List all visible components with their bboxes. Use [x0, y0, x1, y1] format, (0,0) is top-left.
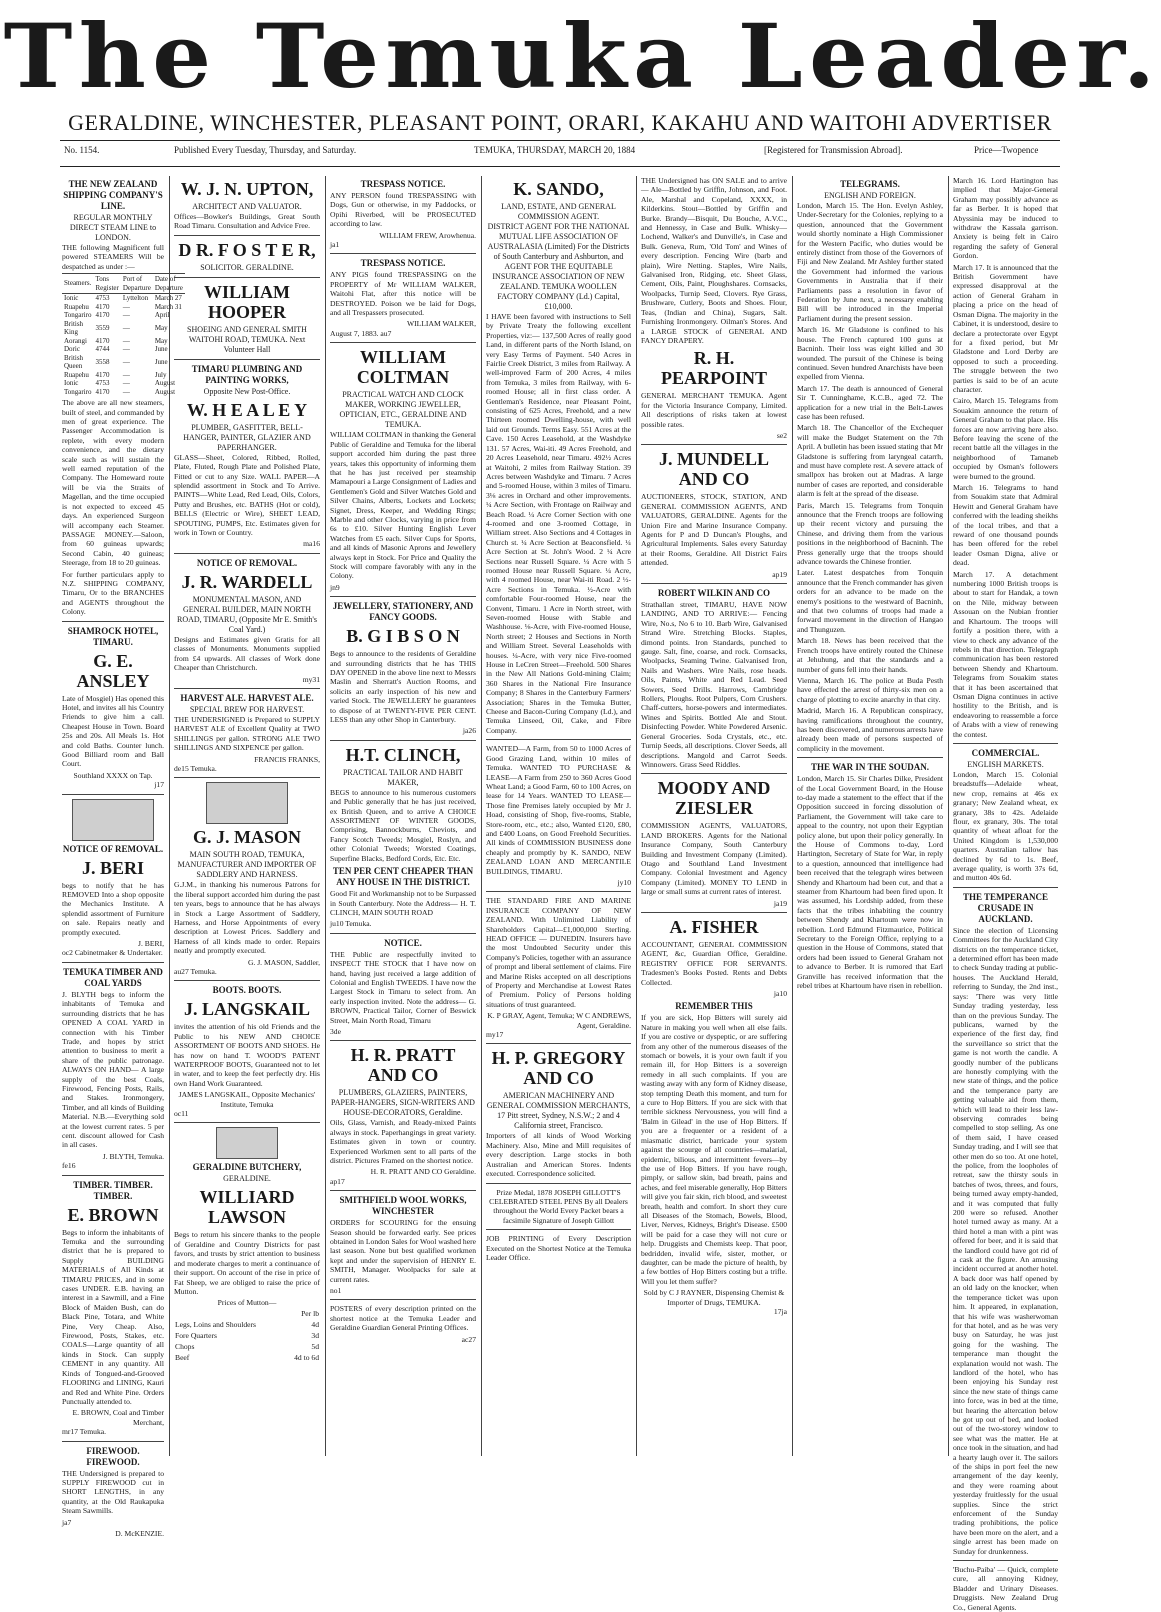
price-value: 4d	[311, 1319, 319, 1329]
table-row	[174, 1330, 320, 1341]
divider	[174, 553, 320, 554]
trespass-2-sign: WILLIAM WALKER,	[406, 319, 476, 329]
table-row	[174, 1352, 320, 1363]
commercial-heading: COMMERCIAL.	[971, 747, 1040, 758]
telegram-item: Later. Latest despatches from Tonquin announce that the French commander has given orders for an advance to be made on the enemy's positions to the westward of Bacninh, and that two columns of troops had made a forward movement in the direction of Hangao and Thunguzen.	[797, 568, 943, 634]
header-rule-bottom	[60, 166, 1060, 167]
registration-note: [Registered for Transmission Abroad].	[764, 145, 903, 155]
trespass-2-body: ANY PIGS found TRESPASSING on the PROPERTY of Mr WILLIAM WALKER, Waitohi Flat, after this notice will be DESTROYED. Poison we be laid for Dogs, and all Trespassers prosecuted.	[330, 270, 476, 318]
trespass-1-sign: WILLIAM FREW, Arowhenua.	[379, 230, 476, 240]
clinch-name: H.T. CLINCH,	[345, 744, 461, 765]
standard-body: THE STANDARD FIRE AND MARINE INSURANCE COMPANY OF NEW ZEALAND. With Unlimited Liability of Shareholders Capital—£1,000,000 Sterling. HEAD OFFICE — DUNEDIN. Insurers have the most Undoubted Security under this Company's Policies, together with an assurance of prompt and liberal settlement of claims. Fire and Marine Risks accepted on all descriptions of Property and Merchandise at Lowest Rates of Premium. Policy of Persons holding situations of trust guaranteed.	[486, 896, 631, 1009]
table-row	[62, 388, 185, 397]
moody-body: COMMISSION AGENTS, VALUATORS, LAND BROKERS. Agents for the National Insurance Company, South Canterbury Building and Investment Company (Limited). Otago and Southland Land Investment Company. Colonial Investment and Agency Company (Limited). MONEY TO LEND in large or small sums at current rates of interest.	[641, 821, 787, 897]
pratt-code: ap17	[330, 1176, 345, 1186]
telegram-item: March 17. It is announced that the British Government have expressed disapproval at the action of General Graham in placing a price on the head of Osman Digna. The majority in the Cabinet, it is understood, desire to declare a protectorate over Egypt for a fixed period, but Mr Gladstone and Lord Derby are opposed to such a proceeding. The struggle between the two parties is said to be of an acute character.	[953, 262, 1058, 394]
gregory-sub: AMERICAN MACHINERY AND GENERAL COMMISSION MERCHANTS, 17 Pitt street, Sydney, N.S.W.; 2 and 4 California street, Francisco.	[486, 1091, 631, 1131]
steamer-tons: 3558	[95, 357, 110, 366]
trespass-1-heading: TRESPASS NOTICE.	[360, 179, 446, 189]
price-item: Beef	[175, 1352, 190, 1362]
divider	[953, 743, 1058, 744]
table-header: Port of Departure	[122, 275, 151, 292]
notice-heading: NOTICE.	[384, 937, 422, 948]
divider	[486, 1183, 631, 1184]
price-value: 5d	[311, 1341, 319, 1351]
langskail-code: oc11	[174, 1109, 189, 1119]
brown-name: E. BROWN	[67, 1204, 159, 1225]
clinch-sub: PRACTICAL TAILOR AND HABIT MAKER,	[342, 767, 464, 787]
issue-info-bar	[64, 145, 1054, 161]
column-rule	[325, 176, 326, 1456]
wardell-body: Designs and Estimates given Gratis for all classes of Monuments. Monuments supplied from £4 upwards. All classes of Work done Cheaper than Christchurch.	[174, 634, 320, 673]
lawson-name: WILLIARD LAWSON	[199, 1187, 295, 1228]
wool-heading: SMITHFIELD WOOL WORKS, WINCHESTER	[339, 1195, 467, 1217]
divider	[330, 342, 476, 343]
steamer-date: August	[154, 387, 176, 396]
fisher-code: ja10	[773, 989, 787, 998]
steamer-tons: 4170	[95, 370, 110, 379]
firewood-heading: FIREWOOD. FIREWOOD.	[86, 1445, 140, 1467]
divider	[62, 794, 164, 795]
table-row	[174, 1319, 320, 1330]
upton-body: Offices—Bowker's Buildings, Great South Road Timaru. Consultation and Advice Free.	[174, 212, 320, 231]
removal-body: begs to notify that he has REMOVED Into a shop opposite the Mechanics Institute. A splendid assortment of Furniture on sale. Repairs neatly and promptly executed.	[62, 880, 164, 937]
table-row	[62, 320, 185, 337]
gibson-code: ja26	[462, 726, 476, 736]
removal-code: oc2 Cabinetmaker & Undertaker.	[62, 948, 163, 958]
divider	[174, 688, 320, 689]
sando-sub: LAND, ESTATE, AND GENERAL COMMISSION AGENT.	[501, 202, 616, 221]
shipping-body: The above are all new steamers, built of steel, and commanded by men of great experience. The Passenger Accommodation is replete, with every modern convenience, and the dietary scale such as will sustain the well earned reputation of the Company. The Homeward route will be via the Straits of Magellan, and the time occupied is not expected to exceed 45 days. An experienced Surgeon will accompany each Steamer. PASSAGE MONEY.—Saloon, from 60 guineas upwards; Second Cabin, 40 guineas; Steerage, from 18 to 20 guineas.	[62, 398, 164, 568]
mason-sign: G. J. MASON, Saddler,	[247, 957, 320, 967]
issue-number: No. 1154.	[64, 145, 100, 155]
firewood-body: THE Undersigned is prepared to SUPPLY FIREWOOD cut in SHORT LENGTHS, in any quantity, at the Old Raukapuka Steam Sawmills.	[62, 1468, 164, 1516]
pearpoint-name: R. H. PEARPOINT	[660, 348, 767, 389]
butchery-sub: GERALDINE.	[223, 1174, 271, 1184]
coltman-code: jn9	[330, 582, 340, 592]
trespass-2-code: August 7, 1883. au7	[330, 328, 392, 338]
divider	[641, 773, 787, 774]
divider	[797, 757, 943, 758]
price-value: 3d	[311, 1330, 319, 1340]
divider	[174, 277, 320, 278]
steamer-date: March 27	[154, 294, 182, 303]
boots-heading: BOOTS. BOOTS.	[212, 985, 282, 996]
table-row	[62, 379, 185, 388]
mason-code: au27 Temuka.	[174, 967, 217, 976]
harvest-heading: HARVEST ALE. HARVEST ALE.	[180, 692, 314, 703]
mason-name: G. J. MASON	[193, 827, 301, 848]
moody-name: MOODY AND ZIESLER	[657, 778, 771, 819]
telegram-item: Madrid, March 16. A Republican conspiracy, having ramifications throughout the country, has been discovered, and numerous arrests have already been made of persons suspected of complicity in the movement.	[797, 706, 943, 753]
yards-heading: TEMUKA TIMBER AND COAL YARDS	[63, 966, 163, 988]
soudan-body: London, March 15. Sir Charles Dilke, President of the Local Government Board, in the House to-day made a statement to the effect that if the Opposition succeed in forcing dissolution of Parliament, the Government will take care to appeal to the country, not upon their Egyptian policy alone, but upon their policy generally. In the House of Commons to-day, Lord Hartington, Secretary of State for War, in reply to a question, announced that intelligence had been received that the telegraph wires between Shendy and Khartoum had been cut, and that a steamer from Khartoum had been fired upon. It was assumed, his Lordship added, from these facts that the tribes inhabiting the country between Shendy and Khartoum were now in rebellion. Lord Edmund Fitzmaurice, Political Secretary to the Foreign Office, replying to a question in the House of Commons, stated that orders had been issued to General Graham not to advance to Berber. It is rumored that Earl Granville has received information that the rebel tribes at Khartoum have risen in rebellion.	[797, 774, 943, 991]
gregory-body: Importers of all kinds of Wood Working Machinery. Also, Mine and Mill requisites of every description. Large stocks in both Australian and American Stores. Indents executed. Correspondence solicited.	[486, 1131, 631, 1179]
shipping-intro: THE following Magnificent full powered STEAMERS Will be despatched as under :—	[62, 243, 164, 271]
column-4	[486, 176, 631, 1456]
divider	[174, 235, 320, 236]
column-7	[953, 176, 1058, 1612]
harvest-sign: FRANCIS FRANKS,	[254, 754, 320, 764]
steamer-name: Doric	[64, 345, 80, 354]
steamer-tons: 4753	[95, 294, 110, 303]
temperance-body: Since the election of Licensing Committees for the Auckland City districts on the temperance ticket, a determined effort has been made to check Sunday trading at public-houses. The Auckland Herald, referring to Sunday, the 2nd inst., says: 'There was very little Sunday trading yesterday, less than on the previous Sunday. The publicans, warned by the experience of the first day, find the surveillance so strict that the game is not worth the candle. A goodly number of the publicans are honestly complying with the new state of things, and the police and the temperance party are getting valuable aid from them, which will lead to their less law-observing comrades being compelled to stop selling. As one of them said, I have ceased Sunday trading, and I will see that other men do so too. At one hotel, the police, from the loopholes of retreat, saw the thirsty souls in batches of twos, threes, and fours, being turned away empty-handed, and it was computed that fully 200 were so refused. Another hotel turned away as many. At a third hotel a man with a pint was offered for beer, and it is said that the landlord could have got rid of a cask at the figure. An amusing incident occurred at another hotel. A back door was half opened by an old lady on the knocker, when the temperance ticket was upon him. It appeared, in explanation, that his wife was washerwoman for that hotel, and as he was very busy on Saturday, he was just going for the washing. The temperance man thought the explanation would not wash. The landlord of the hotel, who has been enjoying his Sunday rest since the new state of things came into force, was in bed at the time, but hearing the altercation below he got up out of bed, and looked out of the two-storey window to see what was the matter. He at once took in the situation, and had a hearty laugh over it. The sailors of the ships in port feel the new arrangement of the day keenly, and they were roaming about yesterday fruitlessly for the usual supplies. Since the strict enforcement of the Sunday trading prohibitions, the police have been more on the alert, and a single arrest has been made on Sunday for drunkenness.	[953, 925, 1058, 1556]
gibson-body: Begs to announce to the residents of Geraldine and surrounding districts that he has THIS DAY OPENED in the above line next to Messrs Maslin and Sherratt's Auction Rooms, and solicits an early inspection of his new and varied Stock. The JEWELLERY he guarantees to dispose of at TWENTY-FIVE PER CENT. LESS than any other Shop in Canterbury.	[330, 649, 476, 725]
steamer-port: —	[122, 345, 130, 354]
coltman-name: WILLIAM COLTMAN	[356, 347, 450, 388]
steamer-port: —	[122, 370, 130, 379]
shipping-heading: THE NEW ZEALAND SHIPPING COMPANY'S LINE.	[63, 179, 163, 211]
table-row	[174, 1341, 320, 1352]
shipping-subheading: REGULAR MONTHLY DIRECT STEAM LINE to LONDON.	[69, 213, 157, 242]
hop-sign: Sold by C J RAYNER, Dispensing Chemist & Importer of Drugs, TEMUKA.	[643, 1288, 785, 1307]
foster-sub: SOLICITOR. GERALDINE.	[200, 262, 294, 272]
soudan-heading: THE WAR IN THE SOUDAN.	[811, 762, 929, 773]
gibson-name: B. G I B S O N	[346, 626, 460, 647]
telegram-item: March 16. Lord Hartington has implied that Major-General Graham may possibly advance as far as Berber. It is hoped that Abyssinia may be induced to withdraw the Kassala garrison. Anxiety is being felt in Cairo regarding the safety of General Gordon.	[953, 176, 1058, 261]
shipping-contact: For further particulars apply to N.Z. SHIPPING COMPANY, Timaru, Or to the BRANCHES and AGENTS throughout the Colony.	[62, 569, 164, 617]
divider	[330, 253, 476, 254]
wardell-sub: MONUMENTAL MASON, AND GENERAL BUILDER, MAIN NORTH ROAD, TIMARU, (Opposite Mr E. Smith's Coal Yard.)	[177, 594, 317, 634]
wardell-notice: NOTICE OF REMOVAL.	[196, 557, 298, 568]
gregory-name: H. P. GREGORY AND CO	[491, 1048, 626, 1089]
steamer-date: June	[154, 345, 168, 354]
steamer-name: Tongariro	[64, 387, 92, 396]
gillott-ad: Prize Medal, 1878 JOSEPH GILLOTT'S CELEBRATED STEEL PENS By all Dealers throughout the World Every Packet bears a facsimile Signature of Joseph Gillott	[489, 1187, 628, 1225]
divider	[174, 980, 320, 981]
wardell-name: J. R. WARDELL	[181, 571, 313, 592]
harvest-sub: SPECIAL BREW FOR HARVEST.	[189, 704, 305, 714]
wilkin-name: ROBERT WILKIN AND CO	[657, 588, 771, 598]
upton-name: W. J. N. UPTON,	[180, 179, 314, 199]
plumbing-heading: TIMARU PLUMBING AND PAINTING WORKS,	[191, 363, 303, 385]
posters-body: POSTERS of every description printed on the shortest notice at the Temuka Leader and Geraldine Guardian General Printing Offices.	[330, 1304, 476, 1333]
steamer-name: Ionic	[64, 379, 79, 388]
clinch-offer: TEN PER CENT CHEAPER THAN ANY HOUSE IN THE DISTRICT.	[332, 866, 474, 888]
removal-heading: NOTICE OF REMOVAL.	[62, 843, 164, 854]
divider	[62, 962, 164, 963]
price-item: Fore Quarters	[175, 1330, 217, 1340]
mutton-price-heading: Prices of Mutton—	[217, 1298, 277, 1308]
table-row	[62, 294, 185, 303]
sale-body: THE Undersigned has ON SALE and to arrive— Ale—Bottled by Griffin, Johnson, and Foot. Ale, Marshal and Copeland, XXXX, in Kilderkins. Stout—Bottled by Griffin and Burke. Brandy—Bisquit, Du Bouche, A.V.C., and Hennessy, in Case and Bulk. Whisky—Lochend, Walker's and Dunville's, in Case and Bulk. Geneva, Rum, 'Old Tom' and Wines of every description. Fencing Wire (barb and plain), Wire Netting. Staples, Wire Nails, Galvanised Iron, Ridging, etc. Sheet Glass, Cement, Oils, Paint, Ploughshares. Cornsacks, Woolpacks, Turnip Seed, Clovers. Rye Grass, Brushware, Cutlery, Boots and Shoes. Flour, Teas, (Indian and China), Sugars, Salt. Furnishing Ironmongery. Oilman's Stores. And a LARGE STOCK of GENERAL AND FANCY DRAPERY.	[641, 176, 787, 345]
healey-code: ma16	[303, 539, 320, 549]
price-unit: Per lb	[301, 1308, 319, 1318]
harvest-body: THE UNDERSIGNED is Prepared to SUPPLY HARVEST ALE of Excellent Quality at TWO SHILLINGS per gallon. STRONG ALE TWO SHILLINGS AND SIXPENCE per gallon.	[174, 714, 320, 753]
divider	[953, 887, 1058, 888]
telegram-item: March 18. News has been received that the French troops have entirely routed the Chinese at Jehuhung, and that the standards and a number of guns fell into their hands.	[797, 636, 943, 674]
temperance-heading: THE TEMPERANCE CRUSADE IN AUCKLAND.	[962, 891, 1049, 924]
column-3	[330, 176, 476, 1456]
telegram-item: Cairo, March 15. Telegrams from Souakim announce the return of General Graham to that place. His forces are now arriving here also. Before leaving the scene of the recent battle all the villages in the neighborhood of Tamaneb occupied by Osman's followers were burned to the ground.	[953, 396, 1058, 481]
steamer-port: —	[122, 311, 130, 320]
hotel-tap: Southland XXXX on Tap.	[73, 770, 153, 780]
healey-body: GLASS—Sheet, Colored, Ribbed, Rolled, Plate, Fluted, Rough Plate and Polished Plate, Fitted or cut to any Size. WALL PAPER—A splendid assortment in Stock and To Arrive. PAINTS—White Lead, Red Lead, Oils, Colors, Putty and Brushes, etc. BATHS (Hot or cold), BELLS (Electric or Wire), SHEET LEAD, SPOUTING, PUMPS, Etc. Estimates given for work in Town or Country.	[174, 452, 320, 538]
wilkin-body: Strathallan street, TIMARU, HAVE NOW LANDING, AND TO ARRIVE:— Fencing Wire, No.s, No 6 to 10. Barb Wire, Galvanised Strand Wire. Stretching Blocks. Staples, dimond points. Iron Standards, punched to gauge. Salt, fine, coarse, and rock. Cornsacks, Woolpacks, Seaming Twine. Galvanised Iron, Nails and Washers. Wire Nails, rose heads. Oils, Paints, White and Red Lead. Seed Sowers, Seed Drills. Harrows, Cambridge Rollers, Ploughs. Root Pulpers, Corn Crushers. Chaff-cutters, horse-powers and intermediates. Wines and Spirits. Bottled Ale and Stout. Disinfecting Powder. White Powdered Arsenic. General Groceries. Soda Crystals, etc., etc. Turnip Seeds, all descriptions. Clover Seeds, all descriptions. Mangold and Carrot Seeds. Winnowers. Grass Seed Riddles.	[641, 600, 787, 769]
steamer-port: —	[122, 379, 130, 388]
steamer-date: July	[154, 370, 167, 379]
divider	[486, 1229, 631, 1230]
header-rule-top	[60, 140, 1060, 141]
coltman-sub: PRACTICAL WATCH AND CLOCK MAKER, WORKING JEWELLER, OPTICIAN, ETC., GERALDINE AND TEMUKA.	[339, 390, 467, 430]
divider	[486, 891, 631, 892]
divider	[330, 1299, 476, 1300]
steamer-port: —	[122, 323, 130, 332]
publication-days: Published Every Tuesday, Thursday, and Saturday.	[174, 145, 357, 155]
notice-code: 3de	[330, 1026, 341, 1036]
pratt-name: H. R. PRATT AND CO	[350, 1045, 456, 1086]
hop-body: If you are sick, Hop Bitters will surely aid Nature in making you well when all else fails. If you are costive or dyspeptic, or are suffering from any other of the numerous diseases of the stomach or bowels, it is your own fault if you remain ill, for Hop Bitters is a sovereign remedy in all such complaints. If you are wasting away with any form of Kidney disease, stop tempting Death this moment, and turn for a cure to Hop Bitters. If you are sick with that terrible sickness Nervousness, you will find a 'Balm in Gilead' in the use of Hop Bitters. If you are a frequenter or a resident of a miasmatic district, barricade your system against the scourge of all countries—malarial, epidemic, bilious, and intermittent fevers—by the use of Hop Bitters. If you have rough, pimply, or sallow skin, bad breath, pains and aches, and feel miserable generally, Hop Bitters will give you fair skin, rich blood, and sweetest breath, health and comfort. In short they cure all Diseases of the Stomach, Bowels, Blood, Liver, Nerves, Kidneys, Bright's Disease. £500 will be paid for a case they will not cure or help. Druggists and Chemists keep. That poor, bedridden, invalid wife, sister, mother, or daughter, can be made the picture of health, by a few bottles of Hop Bitters costing but a trifle. Will you let them suffer?	[641, 1013, 787, 1286]
masthead	[3, 4, 1161, 108]
steamer-tons: 4744	[95, 345, 110, 354]
divider	[174, 359, 320, 360]
hotel-proprietor: G. E. ANSLEY	[76, 650, 150, 691]
steamer-port: —	[122, 387, 130, 396]
mundell-name: J. MUNDELL AND CO	[658, 449, 769, 490]
telegram-item: London, March 15. The Hon. Evelyn Ashley, Under-Secretary for the Colonies, replying to a question, announced that the Government would shortly nominate a High Commissioner for the Western Pacific, who duties would be entirely distinct from those of the Governors of Fiji and New Zealand. Mr Ashley further stated the Government had informed the various Governments in Australia that if their Parliaments pass a resolution in favor of Federation by June next, a necessary enabling Bill will be introduced in the Imperial Parliament during the present session.	[797, 201, 943, 323]
divider	[174, 1122, 320, 1123]
pearpoint-body: GENERAL MERCHANT TEMUKA. Agent for the Victoria Insurance Company, Limited. All descriptions of risks taken at lowest possible rates.	[641, 391, 787, 429]
posters-code: ac27	[461, 1334, 476, 1344]
mason-sub: MAIN SOUTH ROAD, TEMUKA, MANUFACTURER AND IMPORTER OF SADDLERY AND HARNESS.	[177, 850, 317, 880]
steamer-port: —	[122, 357, 130, 366]
trespass-2-heading: TRESPASS NOTICE.	[360, 258, 446, 269]
timber-heading: TIMBER. TIMBER. TIMBER.	[73, 1179, 153, 1201]
clinch-body-2: Good Fit and Workmanship not to be Surpassed in South Canterbury. Note the Address— H. T. CLINCH, MAIN SOUTH ROAD	[330, 889, 476, 917]
divider	[330, 596, 476, 597]
steamer-name: Aorangi	[64, 336, 87, 345]
coltman-body: WILLIAM COLTMAN in thanking the General Public of Geraldine and Temuka for the liberal support accorded him during the past three years, takes this opportunity of informing them that he has just received per steamship Mamapouri a Large Consignment of Ladies and Gentlemen's Gold and Silver Watches Gold and Silver Chains, Alberts, Lockets and Lockets; Signet, Dress, Keeper, and Wedding Rings; Marble and other Clocks, varying in price from 6s to £10. Silver Hunting English Lever Watches from £5 each. Silver Cups for Sports, and all kinds of Masonic Aprons and Jewellery always kept in Stock. For Price and Quality the Stock will compare favorably with any in the Colony.	[330, 430, 476, 581]
telegram-item: March 18. The Chancellor of the Exchequer will make the Budget Statement on the 7th April. A bulletin has been issued stating that Mr Gladstone is suffering from laryngeal catarrh, and must have complete rest. A severe attack of smallpox has broken out at Madras. A large number of cases are reported, and considerable alarm is felt at the spread of the disease.	[797, 423, 943, 499]
fisher-name: A. FISHER	[669, 916, 759, 937]
steamer-port: Lyttelton	[122, 294, 149, 303]
telegrams-heading: TELEGRAMS.	[840, 179, 900, 189]
langskail-sign: JAMES LANGSKAIL, Opposite Mechanics' Institute, Temuka	[178, 1090, 316, 1109]
brown-code: mr17 Temuka.	[62, 1427, 107, 1437]
steamer-name: British Queen	[64, 353, 84, 371]
hop-heading: REMEMBER THIS	[675, 1001, 753, 1012]
hop-code: 17ja	[773, 1307, 787, 1316]
sando-body: I HAVE been favored with instructions to Sell by Private Treaty the following excellent Properties, viz:— 137,500 Acres of really good Land, in different parts of the North Island, on very Easy Terms of Payment. 540 Acres in Fairlie Creek District, 3 miles from Railway. A well-improved Farm of 200 Acres, 4 miles from Temuka, 3 miles from Railway, with 6-roomed House; all in first class order. A Gentleman's Residence, near Pleasant Point, consisting of 625 Acres, Freehold, and a new Thirteen roomed Dwelling-house, with well laid out Grounds. Terms Easy. 551 Acres at the Cave. 150 Acres Leasehold, at the Washdyke 131. 57 Acres, Wai-iti. 49 Acres Freehold, and 20 Acres Leasehold, near Timaru. 492½ Acres at Waitohi, 2 miles from Railway Station. 39 Acres between Washdyke and Timaru. 7 Acres and 5-roomed House, within 3 miles of Timaru. 3⅛ acres in Orchard and other improvements. ¼ Acre Section, with Frontage on Railway and Beach Road. ¼ Acre Corner Section with one 4-roomed and one 3-roomed Cottage, in William street. Also Sections and 4 Cottages in Church st. ¼ Acre Section at Beaconsfield. ¼ Acre Section at St. John's Wood. 2 ¼ Acre Sections near Russell Square. ¼ Acre with 5 roomed House near Russell Square. ¼ Acre, with 4 roomed House, near Wai-iti Road. 2 ½-Acre Sections in Temuka. ½-Acre with comfortable Four-roomed House, near the Convent, Timaru. 1 Acre in North street, with Seven-roomed House with Stable and Washhouse. ⅛-Acre, with Five-roomed House, North street; 2 Houses and Sections in North and William Street. Several Leaseholds with houses. ¼-Acre, with very nice Five-roomed House in LeCren Street—Freehold. 500 Shares in the New All Nations Gold-mining Claim; 360 Shares in the National Fire Insurance Company; 8 Shares in the Canterbury Farmers' Association; Shares in the Temuka Butter, Cheese and Bacon-Curing Company (Ld.), and Temuka Linseed, Oil, Cake, and Fibre Company.	[486, 312, 631, 735]
steamer-name: Ionic	[64, 294, 79, 303]
fisher-body: ACCOUNTANT, GENERAL COMMISSION AGENT, &c, Guardian Office, Geraldine. REGISTRY OFFICE FOR SERVANTS. Tradesmen's Books Posted. Rents and Debts Collected.	[641, 939, 787, 987]
firewood-sign: D. McKENZIE.	[115, 1528, 164, 1538]
telegram-item: March 17. A detachment numbering 1000 British troops is about to start for Handak, a town on the Nile, midway between Assouan on the Nubian frontier and Khartoum. The troops will fortify a position there, with a view to check any advance of the rebels in that direction. Telegraph communication has been restored between Shendy and Khartoum. Telegrams from Souakim states that it has been ascertained that Osman Digna continues in active hostility to the British, and is endeavoring to reassemble a force of Arabs with a view of renewing the contest.	[953, 569, 1058, 739]
divider	[330, 933, 476, 934]
wardell-code: my31	[302, 674, 320, 684]
wool-code: no1	[330, 1286, 342, 1296]
langskail-body: invites the attention of his old Friends and the Public to his NEW AND CHOICE ASSORTMENT OF BOOTS AND SHOES. He has now on hand T. WOOD'S PATENT WATERPROOF BOOTS, Guaranteed not to let in water, and to keep the feet perfectly dry. His own Hand Work Guaranteed.	[174, 1022, 320, 1088]
wanted-code: jy10	[617, 877, 631, 887]
telegram-item: March 16. Mr Gladstone is confined to his house. The French captured 100 guns at Bacninh. Their loss was eight killed and 30 wounded. The pursuit of the Chinese is being continued. Seven hundred Anarchists have been expelled from Vienna.	[797, 325, 943, 382]
removal-sign: J. BERI,	[138, 939, 164, 949]
horse-illustration	[206, 782, 288, 824]
table-row	[62, 354, 185, 371]
table-header: Tons Register	[95, 275, 119, 292]
column-rule	[636, 176, 637, 1456]
standard-sign: K. P GRAY, Agent, Temuka; W C ANDREWS, Agent, Geraldine.	[487, 1011, 631, 1030]
job-printing-ad: JOB PRINTING of Every Description Executed on the Shortest Notice at the Temuka Leader Office.	[486, 1234, 631, 1262]
pratt-sub: PLUMBERS, GLAZIERS, PAINTERS, PAPER-HANGERS, SIGN-WRITERS AND HOUSE-DECORATORS, Geraldine.	[331, 1088, 475, 1118]
divider	[174, 777, 320, 778]
bull-illustration	[216, 1127, 278, 1159]
table-row	[62, 371, 185, 380]
moody-code: ja19	[773, 898, 787, 908]
steamer-tons: 4170	[95, 302, 110, 311]
sando-name: K. SANDO,	[513, 179, 604, 199]
steamer-tons: 4170	[95, 336, 110, 345]
yards-code: fe16	[62, 1161, 76, 1171]
buchu-ad: 'Buchu-Paiba' — Quick, complete cure, all annoying Kidney, Bladder and Urinary Diseases. Druggists. New Zealand Drug Co., General Agents.	[953, 1565, 1058, 1612]
jewellery-heading: JEWELLERY, STATIONERY, AND FANCY GOODS.	[332, 601, 474, 623]
hotel-body: Late of Mosgiel) Has opened this Hotel, and invites all his Country Friends to give him a call. Cheapest House in Town. Board 25s and 20s. All Meals 1s. Hot and cold Baths. Counter lunch. Good Billiard room and Ball Court.	[62, 693, 164, 769]
clinch-code: ju10 Temuka.	[330, 919, 372, 929]
steamer-date: August	[154, 379, 176, 388]
steamer-port: —	[122, 302, 130, 311]
steamer-tons: 4170	[95, 311, 110, 320]
table-row	[62, 303, 185, 312]
divider	[953, 1560, 1058, 1561]
table-row	[62, 311, 185, 320]
column-6	[797, 176, 943, 1456]
pratt-body: Oils, Glass, Varnish, and Ready-mixed Paints always in stock. Paperhangings in great variety. Estimates given in town or country. Experienced Workmen sent to all parts of the district. Pictures Framed on the shortest notice.	[330, 1118, 476, 1165]
mason-body: G.J.M., in thanking his numerous Patrons for the liberal support accorded him during the past ten years, begs to announce that he has always in Stock a Large Assortment of Saddlery, Harness, and Horse Appointments of every description at Lowest Prices. Saddlery and Harness of all kinds made to order. Repairs neatly and promptly executed.	[174, 880, 320, 956]
column-rule	[948, 176, 949, 1456]
column-rule	[481, 176, 482, 1456]
commercial-sub: ENGLISH MARKETS.	[967, 759, 1044, 769]
healey-sub: PLUMBER, GASFITTER, BELL-HANGER, PAINTER, GLAZIER AND PAPERHANGER.	[183, 422, 311, 452]
telegram-item: March 17. The death is announced of General Sir T. Cunninghame, K.C.B., aged 72. The application for a new trial in the Belt-Lawes case has been refused.	[797, 383, 943, 421]
lawson-body: Begs to return his sincere thanks to the people of Geraldine and Country Districts for past favors, and trusts by strict attention to business and moderate charges to merit a continuance of their support. On account of the rise in price of Fat Sheep, we are obliged to raise the price of Mutton.	[174, 1230, 320, 1296]
divider	[62, 1441, 164, 1442]
telegram-item: March 16. Telegrams to hand from Souakim state that Admiral Hewitt and General Graham have conferred with the leading sheikhs of the local tribes, and that a reward of one thousand pounds has been offered for the rebel leader Osman Digna, alive or dead.	[953, 483, 1058, 568]
steamer-name: Tongariro	[64, 311, 92, 320]
foster-name: D R. F O S T E R,	[178, 239, 316, 260]
brown-sign: E. BROWN, Coal and Timber Merchant,	[72, 1408, 164, 1427]
newspaper-subtitle: GERALDINE, WINCHESTER, PLEASANT POINT, ORARI, KAKAHU AND WAITOHI ADVERTISER	[68, 110, 1052, 135]
price-value: 4d to 6d	[294, 1352, 319, 1362]
trespass-1-body: ANY PERSON found TRESPASSING with Dogs, Gun or otherwise, in my Paddocks, or Opihi Riverbed, will be PROSECUTED according to law.	[330, 191, 476, 229]
telegram-item: Paris, March 15. Telegrams from Tonquin announce that the French troops are following up their recent victory and pursuing the Chinese, and driving them from the various positions in the neighborhood of Bacninh. The Press generally urge that the troops should advance towards the Chinese frontier.	[797, 500, 943, 567]
harvest-code: de15 Temuka.	[174, 763, 217, 773]
dateline: TEMUKA, THURSDAY, MARCH 20, 1884	[474, 145, 636, 155]
price-item: Chops	[175, 1341, 195, 1351]
telegrams-sub: ENGLISH AND FOREIGN.	[824, 191, 916, 200]
newspaper-title: The Temuka Leader.	[3, 4, 1161, 108]
healey-name: W. H E A L E Y	[186, 399, 308, 420]
removal-name: J. BERI	[81, 857, 144, 878]
sando-agent: DISTRICT AGENT FOR THE NATIONAL MUTUAL LIFE ASSOCIATION OF AUSTRALASIA (Limited) For the Districts of South Canterbury and Ashburton, and AGENT FOR THE EQUITABLE INSURANCE ASSOCIATION OF NEW ZEALAND. TEMUKA WOOLLEN FACTORY COMPANY (Ld.) Capital, £10,000.	[487, 222, 630, 311]
steamer-date: May	[154, 336, 168, 345]
pearpoint-code: se2	[776, 430, 787, 440]
wanted-body: WANTED—A Farm, from 50 to 1000 Acres of Good Grazing Land, within 10 miles of Temuka. WANTED TO PURCHASE & LEASE—A Farm from 250 to 360 Acres Good Wheat Land; a Good Farm, 60 to 100 Acres, on lease for 14 Years. WANTED TO LEASE—Those fine Premises lately occupied by Mr J. Hoad, consisting of Shop, five-rooms, Stable, Store-room, etc., etc.; also, Wanted £120, £80, and £400 Loans, on Good Freehold Securities. All kinds of COMMISSION BUSINESS done cheaply and promptly by K. SANDO, NEW ZEALAND LOAN AND MERCANTILE BUILDINGS, TIMARU.	[486, 744, 631, 876]
divider	[330, 1190, 476, 1191]
column-rule	[792, 176, 793, 1456]
mundell-body: AUCTIONEERS, STOCK, STATION, AND GENERAL COMMISSION AGENTS, AND VALUATORS, GERALDINE. Agents for the Union Fire and Marine Insurance Company. Agents for P and D Duncan's Ploughs, and Agricultural Implements. Sales every Saturday at their Rooms, Geraldine. All District Fairs attended.	[641, 492, 787, 568]
steamer-date: March 31	[154, 302, 182, 311]
pratt-sign: H. R. PRATT AND CO Geraldine.	[370, 1167, 476, 1177]
divider	[62, 621, 164, 622]
table-header: Date of Departure	[154, 275, 183, 292]
firewood-code: ja7	[62, 1517, 72, 1527]
brown-body: Begs to inform the inhabitants of Temuka and the surrounding district that he is prepared to Supply BUILDING MATERIALS of All Kinds at TIMARU PRICES, and in some cases UNDER. E.B. having an interest in a Sawmill, and a Fine Block of Maiden Bush, can do Black Pine, Totara, and White Pine, Very Cheap. Also, Firewood, Posts, Stakes, etc. COALS—Large quantity of all kinds in Stock. Can supply CEMENT in any quantity. All Kinds of Tongued-and-Grooved FLOORING and LINING, Kauri and Red and White Pine. Orders Punctually attended to.	[62, 1227, 164, 1406]
divider	[330, 1040, 476, 1041]
steamer-tons: 4170	[95, 387, 110, 396]
divider	[641, 912, 787, 913]
steamer-name: Ruapehu	[64, 370, 89, 379]
divider	[330, 740, 476, 741]
steamer-name: Ruapehu	[64, 302, 89, 311]
column-5	[641, 176, 787, 1456]
divider	[486, 739, 631, 740]
column-2	[174, 176, 320, 1456]
mutton-price-table	[174, 1308, 320, 1363]
steamer-date: May	[154, 323, 168, 332]
commercial-body: London, March 15. Colonial breadstuffs—Adelaide wheat, new crop, remains at 46s ex granary; New Zealand wheat, ex granary, 38s to 42s. Adelaide flour, ex granary, 30s. The total quantity of wheat afloat for the United Kingdom is 1,530,000 quarters. Australian tallow has declined by 6d to 1s. Beef, average quality, is worth 37s 6d, and mutton 40s 6d.	[953, 769, 1058, 883]
table-header: Steamers.	[62, 274, 94, 294]
table-row	[62, 337, 185, 346]
steamer-port: —	[122, 336, 130, 345]
upton-sub: ARCHITECT AND VALUATOR.	[192, 202, 302, 211]
plumbing-sub: Opposite New Post-Office.	[203, 386, 291, 396]
hotel-heading: SHAMROCK HOTEL, TIMARU.	[67, 625, 159, 647]
steamer-tons: 3559	[95, 323, 110, 332]
yards-body: J. BLYTH begs to inform the inhabitants of Temuka and surrounding districts that he has OPENED A COAL YARD in connection with his Timber Trade, and hopes by strict attention to business to merit a share of the public patronage. ALWAYS ON HAND— A large supply of the best Coals, Firewood, Fencing Posts, Rails, and Stakes. Ironmongery, Timber, and all kinds of Building Material. N.B.—Everything sold at the lowest current rates. 5 per cent. discount allowed for Cash in all cases.	[62, 989, 164, 1150]
price-item: Legs, Loins and Shoulders	[175, 1319, 256, 1329]
steamer-table	[62, 273, 185, 396]
steamer-date: April	[154, 311, 170, 320]
steamer-tons: 4753	[95, 379, 110, 388]
hotel-code: j17	[154, 780, 164, 790]
notice-body: THE Public are respectfully invited to INSPECT THE STOCK that I have now on hand, having just received a large addition of Colonial and English TWEEDS. I have now the Largest Stock in Timaru to select from. An early inspection invited. Note the address— G. BROWN, Practical Tailor, Corner of Beswick Street, Main North Road, Timaru	[330, 949, 476, 1025]
wool-body: ORDERS for SCOURING for the ensuing Season should be forwarded early. See prices obtained in London Sales for Wool washed here last season. None but best qualified workmen kept and under the supervision of HENRY E. SMITH, Manager. Woolpacks for sale at current rates.	[330, 1218, 476, 1284]
price: Price—Twopence	[974, 145, 1039, 155]
steamer-name: British King	[64, 319, 84, 337]
telegram-item: Vienna, March 16. The police at Buda Pesth have effected the arrest of thirty-six men on a charge of plotting to excite anarchy in that city.	[797, 675, 943, 704]
divider	[62, 1175, 164, 1176]
langskail-name: J. LANGSKAIL	[183, 999, 311, 1020]
mundell-code: ap19	[772, 569, 787, 579]
hooper-name: WILLIAM HOOPER	[203, 281, 290, 322]
house-illustration	[72, 799, 154, 841]
butchery-heading: GERALDINE BUTCHERY,	[192, 1162, 302, 1173]
steamer-date: June	[154, 357, 168, 366]
trespass-1-code: ja1	[330, 240, 340, 250]
clinch-body: BEGS to announce to his numerous customers and Public generally that he has just received, ex British Queen, and to arrive A CHOICE ASSORTMENT OF WINTER GOODS, Comprising, Bannockburns, Cheviots, and Fancy Scotch Tweeds; Mosgiel, Roslyn, and other Colonial Tweeds; Worsted Coatings, Superfine Blacks, Bedford Cords, Etc. Etc.	[330, 787, 476, 863]
yards-sign: J. BLYTH, Temuka.	[102, 1151, 164, 1161]
standard-code: my17	[486, 1030, 504, 1040]
divider	[641, 444, 787, 445]
divider	[486, 1043, 631, 1044]
hooper-body: SHOEING AND GENERAL SMITH WAITOHI ROAD, TEMUKA. Next Volunteer Hall	[187, 324, 307, 354]
divider	[641, 583, 787, 584]
table-row	[62, 345, 185, 354]
